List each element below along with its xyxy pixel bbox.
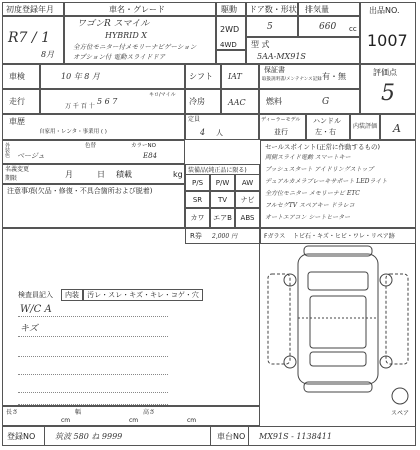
month-label: 月 bbox=[65, 170, 73, 179]
glass-cell bbox=[260, 228, 416, 244]
displacement-value: 660 bbox=[319, 22, 337, 32]
sales-line-4: 全方位モニター メモリーナビ ETC bbox=[265, 190, 360, 197]
first-reg-label: 初度登録年月 bbox=[6, 5, 54, 14]
inspection-label: 車検 bbox=[9, 72, 25, 81]
entry-no-cell bbox=[360, 2, 416, 64]
drive-value-cell bbox=[216, 16, 246, 50]
fuel-label: 燃料 bbox=[266, 97, 282, 106]
first-reg-label-cell bbox=[2, 2, 64, 16]
mileage-label-cell bbox=[2, 89, 40, 114]
displacement-label-cell bbox=[298, 2, 360, 16]
warranty-sub: 取扱説明書/メンテナンス記録 bbox=[262, 77, 322, 82]
loading-label: 積載 bbox=[116, 170, 132, 179]
inspector-line-3 bbox=[18, 356, 168, 357]
color-no-value: E84 bbox=[143, 152, 158, 160]
equip-leather: カワ bbox=[185, 208, 210, 228]
equip-tv: TV bbox=[210, 191, 235, 208]
length-unit: cm bbox=[61, 417, 71, 424]
usage-cell bbox=[2, 114, 185, 140]
door-value: 5 bbox=[267, 22, 273, 32]
capacity-value: 4 bbox=[200, 128, 206, 137]
inspector-line-2 bbox=[18, 336, 168, 337]
car-roof bbox=[310, 296, 366, 348]
notes-cell bbox=[2, 184, 185, 228]
handle-cell bbox=[306, 114, 350, 140]
handle-value: 左・右 bbox=[315, 128, 336, 136]
first-reg-month: 8月 bbox=[41, 50, 55, 59]
model-value: 5AA-MX91S bbox=[257, 52, 306, 61]
mileage-unit: 万 千 百 十 bbox=[65, 103, 95, 110]
color-no-label: カラーNO bbox=[131, 143, 156, 149]
first-reg-value-cell bbox=[2, 16, 64, 64]
title-change-sub: 期限 bbox=[5, 175, 18, 182]
sales-line-5: フルセグTV スペアキー ドラレコ bbox=[265, 202, 355, 209]
dims-row bbox=[2, 406, 260, 426]
car-rear-window bbox=[310, 352, 366, 366]
car-note-line1: 全方位モニター付メモリーナビゲーション bbox=[73, 43, 197, 51]
drive-value: 2WD bbox=[220, 25, 240, 34]
inspection-value-cell bbox=[40, 64, 185, 89]
model-label: 型 式 bbox=[251, 40, 270, 49]
mileage-value-cell bbox=[40, 89, 185, 114]
equip-ps: P/S bbox=[185, 174, 210, 191]
inspector-line-1 bbox=[18, 316, 168, 317]
length-label: 長さ bbox=[6, 409, 19, 416]
grade-value: 5 bbox=[381, 81, 395, 106]
shift-label: シフト bbox=[189, 72, 213, 81]
equip-sr: SR bbox=[185, 191, 210, 208]
interior-value-cell bbox=[380, 114, 416, 140]
inspector-line-6 bbox=[18, 404, 168, 405]
inspector-note-1: W/C A bbox=[20, 304, 52, 315]
usage-value: 自家用・レンタ・事業用 ( ) bbox=[39, 129, 107, 135]
footer-divider-2 bbox=[210, 426, 211, 446]
reg-no-value: 筑波 580 ね 9999 bbox=[55, 432, 123, 441]
shift-label-cell bbox=[185, 64, 221, 89]
spare-tire-icon bbox=[392, 388, 408, 404]
inspection-label-cell bbox=[2, 64, 40, 89]
capacity-unit: 人 bbox=[216, 129, 223, 137]
capacity-label: 定員 bbox=[188, 116, 201, 123]
cc-label: cc bbox=[349, 25, 357, 33]
sales-line-6: オートエアコン シートヒーター bbox=[265, 214, 351, 221]
sales-line-1: 両側スライド電動 スマートキー bbox=[265, 154, 351, 161]
drive-4wd: 4WD bbox=[220, 41, 237, 49]
car-name-line1: ワゴンR スマイル bbox=[77, 19, 150, 29]
aircon-value-cell bbox=[221, 89, 259, 114]
dealer-value: 並行 bbox=[274, 128, 288, 136]
glass-desc: トビ石・キズ・ヒビ・ワレ・リペア跡 bbox=[293, 233, 395, 240]
inspector-label: 検査員記入 bbox=[18, 291, 53, 299]
day-label: 日 bbox=[97, 170, 105, 179]
width-label: 幅 bbox=[75, 409, 82, 416]
inspector-legend-items bbox=[83, 289, 203, 301]
kg-label: kg bbox=[173, 170, 183, 179]
fuel-cell bbox=[259, 89, 360, 114]
drive-blank-cell bbox=[216, 50, 246, 64]
title-change-cell bbox=[2, 164, 185, 184]
chassis-value: MX91S - 1138411 bbox=[259, 432, 332, 441]
ext-color-label: 外装色 bbox=[5, 143, 11, 159]
height-unit: cm bbox=[187, 417, 197, 424]
grade-label: 評価点 bbox=[373, 68, 397, 77]
car-right-side bbox=[386, 274, 408, 364]
notes-label: 注意事項(欠品・修復・不具合箇所および脱着) bbox=[7, 187, 153, 195]
car-grade-label: 車名・グレード bbox=[109, 5, 165, 14]
inspection-value: 10 年 8 月 bbox=[61, 72, 100, 81]
model-cell bbox=[246, 37, 360, 64]
car-windshield bbox=[308, 272, 368, 290]
spare-label: スペア bbox=[391, 410, 410, 417]
dealer-label: ディーラーモデル bbox=[261, 117, 301, 123]
interior-label-cell bbox=[350, 114, 380, 140]
shift-value-cell bbox=[221, 64, 259, 89]
inspector-note-2: キズ bbox=[20, 324, 38, 334]
inspector-line-5 bbox=[18, 392, 168, 393]
entry-no-value: 1007 bbox=[367, 31, 408, 50]
aircon-value: AAC bbox=[228, 98, 246, 107]
displacement-value-cell bbox=[298, 16, 360, 37]
door-label-cell bbox=[246, 2, 298, 16]
warranty-label: 保証書 bbox=[264, 66, 285, 74]
dealer-cell bbox=[259, 114, 306, 140]
mileage-label: 走行 bbox=[9, 97, 25, 106]
equip-airbag: エアB bbox=[210, 208, 235, 228]
warranty-cell bbox=[259, 64, 360, 89]
car-wheel-fr bbox=[380, 274, 392, 286]
fuel-value: G bbox=[322, 97, 330, 107]
drive-label: 駆動 bbox=[221, 5, 237, 14]
car-diagram bbox=[260, 244, 416, 406]
aircon-label: 冷房 bbox=[189, 97, 205, 106]
mileage-value: 5 6 7 bbox=[97, 97, 118, 106]
inspector-area bbox=[2, 228, 260, 406]
displacement-label: 排気量 bbox=[305, 5, 329, 14]
door-value-cell bbox=[246, 16, 298, 37]
equip-pw: P/W bbox=[210, 174, 235, 191]
car-left-side bbox=[268, 274, 290, 364]
equip-abs: ABS bbox=[235, 208, 260, 228]
km-label: キロ/マイル bbox=[149, 92, 176, 98]
inspector-legend-items-text: 汚レ・スレ・キズ・キレ・コゲ・穴 bbox=[87, 291, 199, 299]
first-reg-value: R7 / 1 bbox=[8, 30, 50, 46]
interior-label: 内装評価 bbox=[353, 123, 378, 130]
drive-label-cell bbox=[216, 2, 246, 16]
shift-value: IAT bbox=[228, 72, 242, 81]
r-ticket-label: R券 bbox=[190, 232, 202, 240]
glass-label: Fガラス bbox=[264, 233, 286, 240]
entry-no-label: 出品NO. bbox=[369, 6, 400, 15]
equip-navi: ナビ bbox=[235, 191, 260, 208]
footer-divider-1 bbox=[44, 426, 45, 446]
car-note-line2: オプション付 電動スライドドア bbox=[73, 53, 166, 61]
car-grade-label-cell bbox=[64, 2, 216, 16]
footer-row bbox=[2, 426, 416, 446]
equip-aw: AW bbox=[235, 174, 260, 191]
inspector-legend bbox=[61, 289, 83, 301]
footer-divider-3 bbox=[248, 426, 249, 446]
usage-label: 車歴 bbox=[9, 117, 25, 126]
car-wheel-rl bbox=[284, 356, 296, 368]
aircon-label-cell bbox=[185, 89, 221, 114]
reg-no-label: 登録NO bbox=[7, 432, 36, 441]
sales-line-3: デュアルカメラブレーキサポート LEDライト bbox=[265, 178, 388, 185]
color-cell bbox=[2, 140, 185, 164]
r-ticket-value: 2,000 円 bbox=[212, 233, 238, 240]
height-label: 高さ bbox=[143, 409, 156, 416]
inspector-legend-text: 内装 bbox=[65, 291, 79, 299]
handle-label: ハンドル bbox=[313, 117, 341, 125]
sales-points-title: セールスポイント(正常に作動するもの) bbox=[265, 143, 380, 151]
sales-line-2: プッシュスタート アイドリングストップ bbox=[265, 166, 374, 173]
width-unit: cm bbox=[129, 417, 139, 424]
door-label: ドア数・形状 bbox=[249, 5, 297, 14]
sales-points-box bbox=[260, 140, 416, 228]
interior-value: A bbox=[393, 122, 401, 135]
inspector-line-4 bbox=[18, 374, 168, 375]
ext-color-value: ベージュ bbox=[17, 152, 45, 160]
color-label: 色替 bbox=[85, 143, 97, 149]
car-name-line2: HYBRID X bbox=[105, 31, 147, 40]
chassis-label: 車台NO bbox=[217, 432, 246, 441]
car-name-cell bbox=[64, 16, 216, 64]
grade-cell bbox=[360, 64, 416, 114]
warranty-value: 有・無 bbox=[322, 72, 346, 81]
title-change-label: 名義変更 bbox=[5, 166, 30, 173]
equipment-title: 装備品(純正品に限る) bbox=[188, 167, 247, 174]
capacity-cell bbox=[185, 114, 259, 140]
